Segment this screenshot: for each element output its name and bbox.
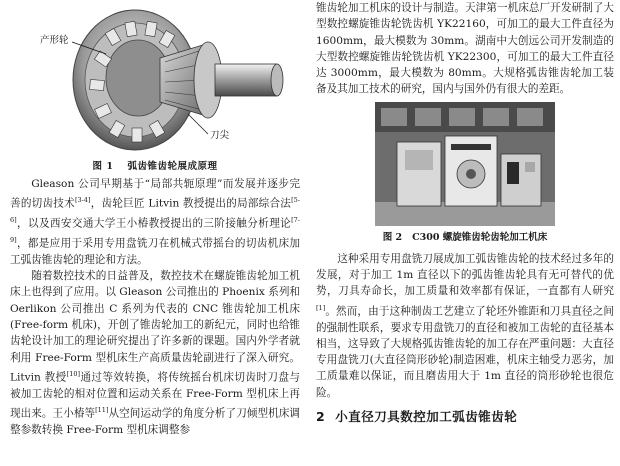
left-column xyxy=(10,0,300,438)
section-title: 小直径刀具数控加工弧齿锥齿轮 xyxy=(335,408,518,424)
section-number: 2 xyxy=(316,408,326,424)
figure-1 xyxy=(10,0,300,158)
figure-1-caption xyxy=(10,158,300,172)
paragraph-gleason: Gleason 公司早期基于“局部共轭原理”而发展并逐步完善的切齿技术[3-4]，齿轮巨匠 Litvin 教授提出的局部综合法[5-6]，以及西安交通大学王小椿教授提出的三阶接触分析理论[7-9]，都是应用于采用专用盘铣刀在机械式带摇台的切齿机床加工弧齿锥齿轮的理论和方法。 xyxy=(10,178,301,266)
figure-2-title: C300 螺旋锥齿轮齿轮加工机床 xyxy=(412,231,548,243)
paragraph-cnc: 随着数控技术的日益普及，数控技术在螺旋锥齿轮加工机床上也得到了应用。以 Gleason 公司推出的 Phoenix 系列和 Oerlikon 公司推出 C 系列为代表的 CNC 锥齿轮加工机床(Free-form 机床)，开创了锥齿轮加工的新纪元，同时也给锥齿轮设计加工的理论研究提出了许多新的课题。国内外学者就利用 Free-Form 型机床生产高质量齿轮副进行了深入研究。Litvin 教授[10]通过等效转换，将传统摇台机床切齿时刀盘与被加工齿轮的相对位置和运动关系在 Free-Form 型机床上再现出来。王小椿等[11]从空间运动学的角度分析了刀倾型机床调整参数转换 Free-Form 型机床调整参 xyxy=(10,270,301,436)
bevel-gear-diagram xyxy=(10,0,300,158)
figure-2-caption xyxy=(316,229,614,243)
paragraph-cutter-limitations: 这种采用专用盘铣刀展成加工弧齿锥齿轮的技术经过多年的发展，对于加工 1m 直径以下的弧齿锥齿轮具有无可替代的优势，刀具寿命长，加工质量和效率都有保证，一直都有人研究[1]。然而，由于这种制齿工艺建立了轮坯外锥距和刀具直径之间的强制性联系，要求专用盘铣刀的直径和被加工齿轮的直径基本相当，这导致了大规格弧齿锥齿轮的加工存在严重问题：大直径专用盘铣刀(大直径筒形砂轮)制造困难，机床主轴受力恶劣，加工质量难以保证，而且磨齿用大于 1m 直径的筒形砂轮也很危险。 xyxy=(316,252,614,399)
right-column xyxy=(316,0,614,425)
figure-1-title: 弧齿锥齿轮展成原理 xyxy=(127,161,218,172)
citation: [7-9] xyxy=(10,216,300,244)
paragraph-domestic-machines: 锥齿轮加工机床的设计与制造。天津第一机床总厂开发研制了大型数控螺旋锥齿轮铣齿机 YK22160，可加工的最大工件直径为 1600mm，最大模数为 30mm。湖南中大创远公司开发制造的大型数控螺旋锥齿轮铣齿机 YK22300，可加工的最大工件直径达 3000mm，最大模数为 80mm。大规格弧齿锥齿轮加工装备及其加工技术的研究，国内与国外仍有很大的差距。 xyxy=(316,2,614,96)
figure-2-number: 图 2 xyxy=(382,231,403,243)
blade-tip-label: 刀尖 xyxy=(210,130,230,141)
machine-tool-photo xyxy=(375,102,555,226)
citation: [1] xyxy=(316,303,326,312)
citation: [10] xyxy=(66,369,80,378)
figure-2-photo xyxy=(375,102,555,226)
citation: [11] xyxy=(95,405,109,414)
gear-label: 产形轮 xyxy=(40,35,69,46)
citation: [3-4] xyxy=(74,196,91,205)
section-heading xyxy=(316,407,614,425)
figure-1-number: 图 1 xyxy=(92,161,114,172)
citation: [5-6] xyxy=(10,196,300,225)
